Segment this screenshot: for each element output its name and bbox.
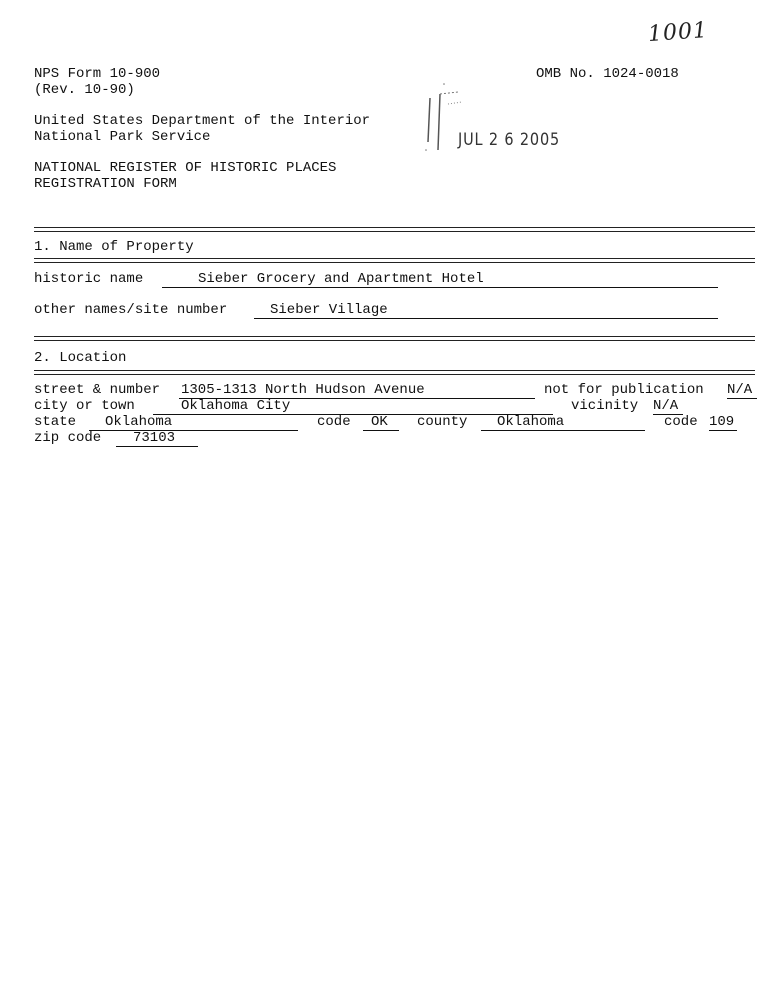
street-label: street & number bbox=[34, 382, 161, 398]
other-names-label: other names/site number bbox=[34, 302, 228, 318]
state-code-label: code bbox=[317, 414, 351, 430]
omb-number: OMB No. 1024-0018 bbox=[536, 66, 679, 82]
form-title-line1: NATIONAL REGISTER OF HISTORIC PLACES bbox=[34, 160, 337, 176]
section-divider bbox=[34, 336, 755, 341]
county-field: Oklahoma bbox=[481, 414, 645, 431]
form-title-line2: REGISTRATION FORM bbox=[34, 176, 177, 192]
state-field: Oklahoma bbox=[89, 414, 298, 431]
zip-label: zip code bbox=[34, 430, 102, 446]
section1-heading: 1. Name of Property bbox=[34, 239, 194, 255]
section-divider bbox=[34, 258, 755, 263]
not-for-publication-label: not for publication bbox=[544, 382, 704, 398]
form-revision: (Rev. 10-90) bbox=[34, 82, 135, 98]
vicinity-label: vicinity bbox=[571, 398, 639, 414]
city-field: Oklahoma City bbox=[153, 398, 553, 415]
received-date-stamp: JUL 2 6 2005 bbox=[458, 130, 561, 150]
state-label: state bbox=[34, 414, 77, 430]
county-label: county bbox=[417, 414, 468, 430]
county-code-field: 109 bbox=[709, 414, 737, 431]
form-id: NPS Form 10-900 bbox=[34, 66, 161, 82]
section-divider bbox=[34, 227, 755, 232]
other-names-field: Sieber Village bbox=[254, 302, 718, 319]
vicinity-field: N/A bbox=[653, 398, 683, 415]
county-code-label: code bbox=[664, 414, 698, 430]
street-field: 1305-1313 North Hudson Avenue bbox=[179, 382, 535, 399]
section-divider bbox=[34, 370, 755, 375]
state-code-field: OK bbox=[363, 414, 399, 431]
service-name: National Park Service bbox=[34, 129, 211, 145]
not-for-publication-field: N/A bbox=[727, 382, 757, 399]
department-name: United States Department of the Interior bbox=[34, 113, 371, 129]
historic-name-field: Sieber Grocery and Apartment Hotel bbox=[162, 271, 718, 288]
handwritten-page-number: 1001 bbox=[647, 17, 709, 48]
section2-heading: 2. Location bbox=[34, 350, 127, 366]
city-label: city or town bbox=[34, 398, 135, 414]
historic-name-label: historic name bbox=[34, 271, 144, 287]
zip-field: 73103 bbox=[116, 430, 198, 447]
